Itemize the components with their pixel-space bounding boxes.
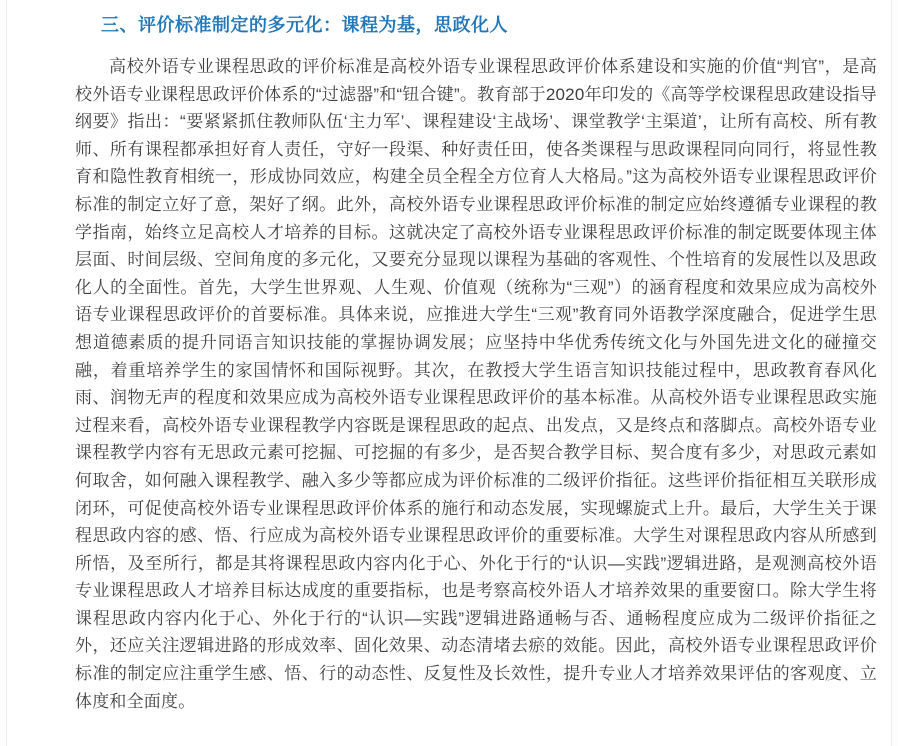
- article-paragraph: 高校外语专业课程思政的评价标准是高校外语专业课程思政评价体系建设和实施的价值“判官”，是高校外语专业课程思政评价体系的“过滤器”和“钮合键”。教育部于2020年印发的《高等学校课程思政建设指导纲要》指出：“要紧紧抓住教师队伍‘主力军’、课程建设‘主战场’、课堂教学‘主渠道’，让所有高校、所有教师、所有课程都承担好育人责任，守好一段渠、种好责任田，使各类课程与思政课程同向同行，将显性教育和隐性教育相统一，形成协同效应，构建全员全程全方位育人大格局。”这为高校外语专业课程思政评价标准的制定立好了意，架好了纲。此外，高校外语专业课程思政评价标准的制定应始终遵循专业课程的教学指南，始终立足高校人才培养的目标。这就决定了高校外语专业课程思政评价标准的制定既要体现主体层面、时间层级、空间角度的多元化，又要充分显现以课程为基础的客观性、个性培育的发展性以及思政化人的全面性。首先，大学生世界观、人生观、价值观（统称为“三观”）的涵育程度和效果应成为高校外语专业课程思政评价的首要标准。具体来说，应推进大学生“三观”教育同外语教学深度融合，促进学生思想道德素质的提升同语言知识技能的掌握协调发展；应坚持中华优秀传统文化与外国先进文化的碰撞交融，着重培养学生的家国情怀和国际视野。其次，在教授大学生语言知识技能过程中，思政教育春风化雨、润物无声的程度和效果应成为高校外语专业课程思政评价的基本标准。从高校外语专业课程思政实施过程来看，高校外语专业课程教学内容既是课程思政的起点、出发点，又是终点和落脚点。高校外语专业课程教学内容有无思政元素可挖掘、可挖掘的有多少，是否契合教学目标、契合度有多少，对思政元素如何取舍，如何融入课程教学、融入多少等都应成为评价标准的二级评价指征。这些评价指征相互关联形成闭环，可促使高校外语专业课程思政评价体系的施行和动态发展，实现螺旋式上升。最后，大学生关于课程思政内容的感、悟、行应成为高校外语专业课程思政评价的重要标准。大学生对课程思政内容从所感到所悟，及至所行，都是其将课程思政内容内化于心、外化于行的“认识—实践”逻辑进路，是观测高校外语专业课程思政人才培养目标达成度的重要指标，也是考察高校外语人才培养效果的重要窗口。除大学生将课程思政内容内化于心、外化于行的“认识—实践”逻辑进路通畅与否、通畅程度应成为二级评价指征之外，还应关注逻辑进路的形成效率、固化效果、动态清堵去瘀的效能。因此，高校外语专业课程思政评价标准的制定应注重学生感、悟、行的动态性、反复性及长效性，提升专业人才培养效果评估的客观度、立体度和全面度。: [75, 57, 877, 711]
- section-heading: 三、评价标准制定的多元化：课程为基，思政化人: [101, 15, 508, 35]
- document-page: [6, 0, 892, 746]
